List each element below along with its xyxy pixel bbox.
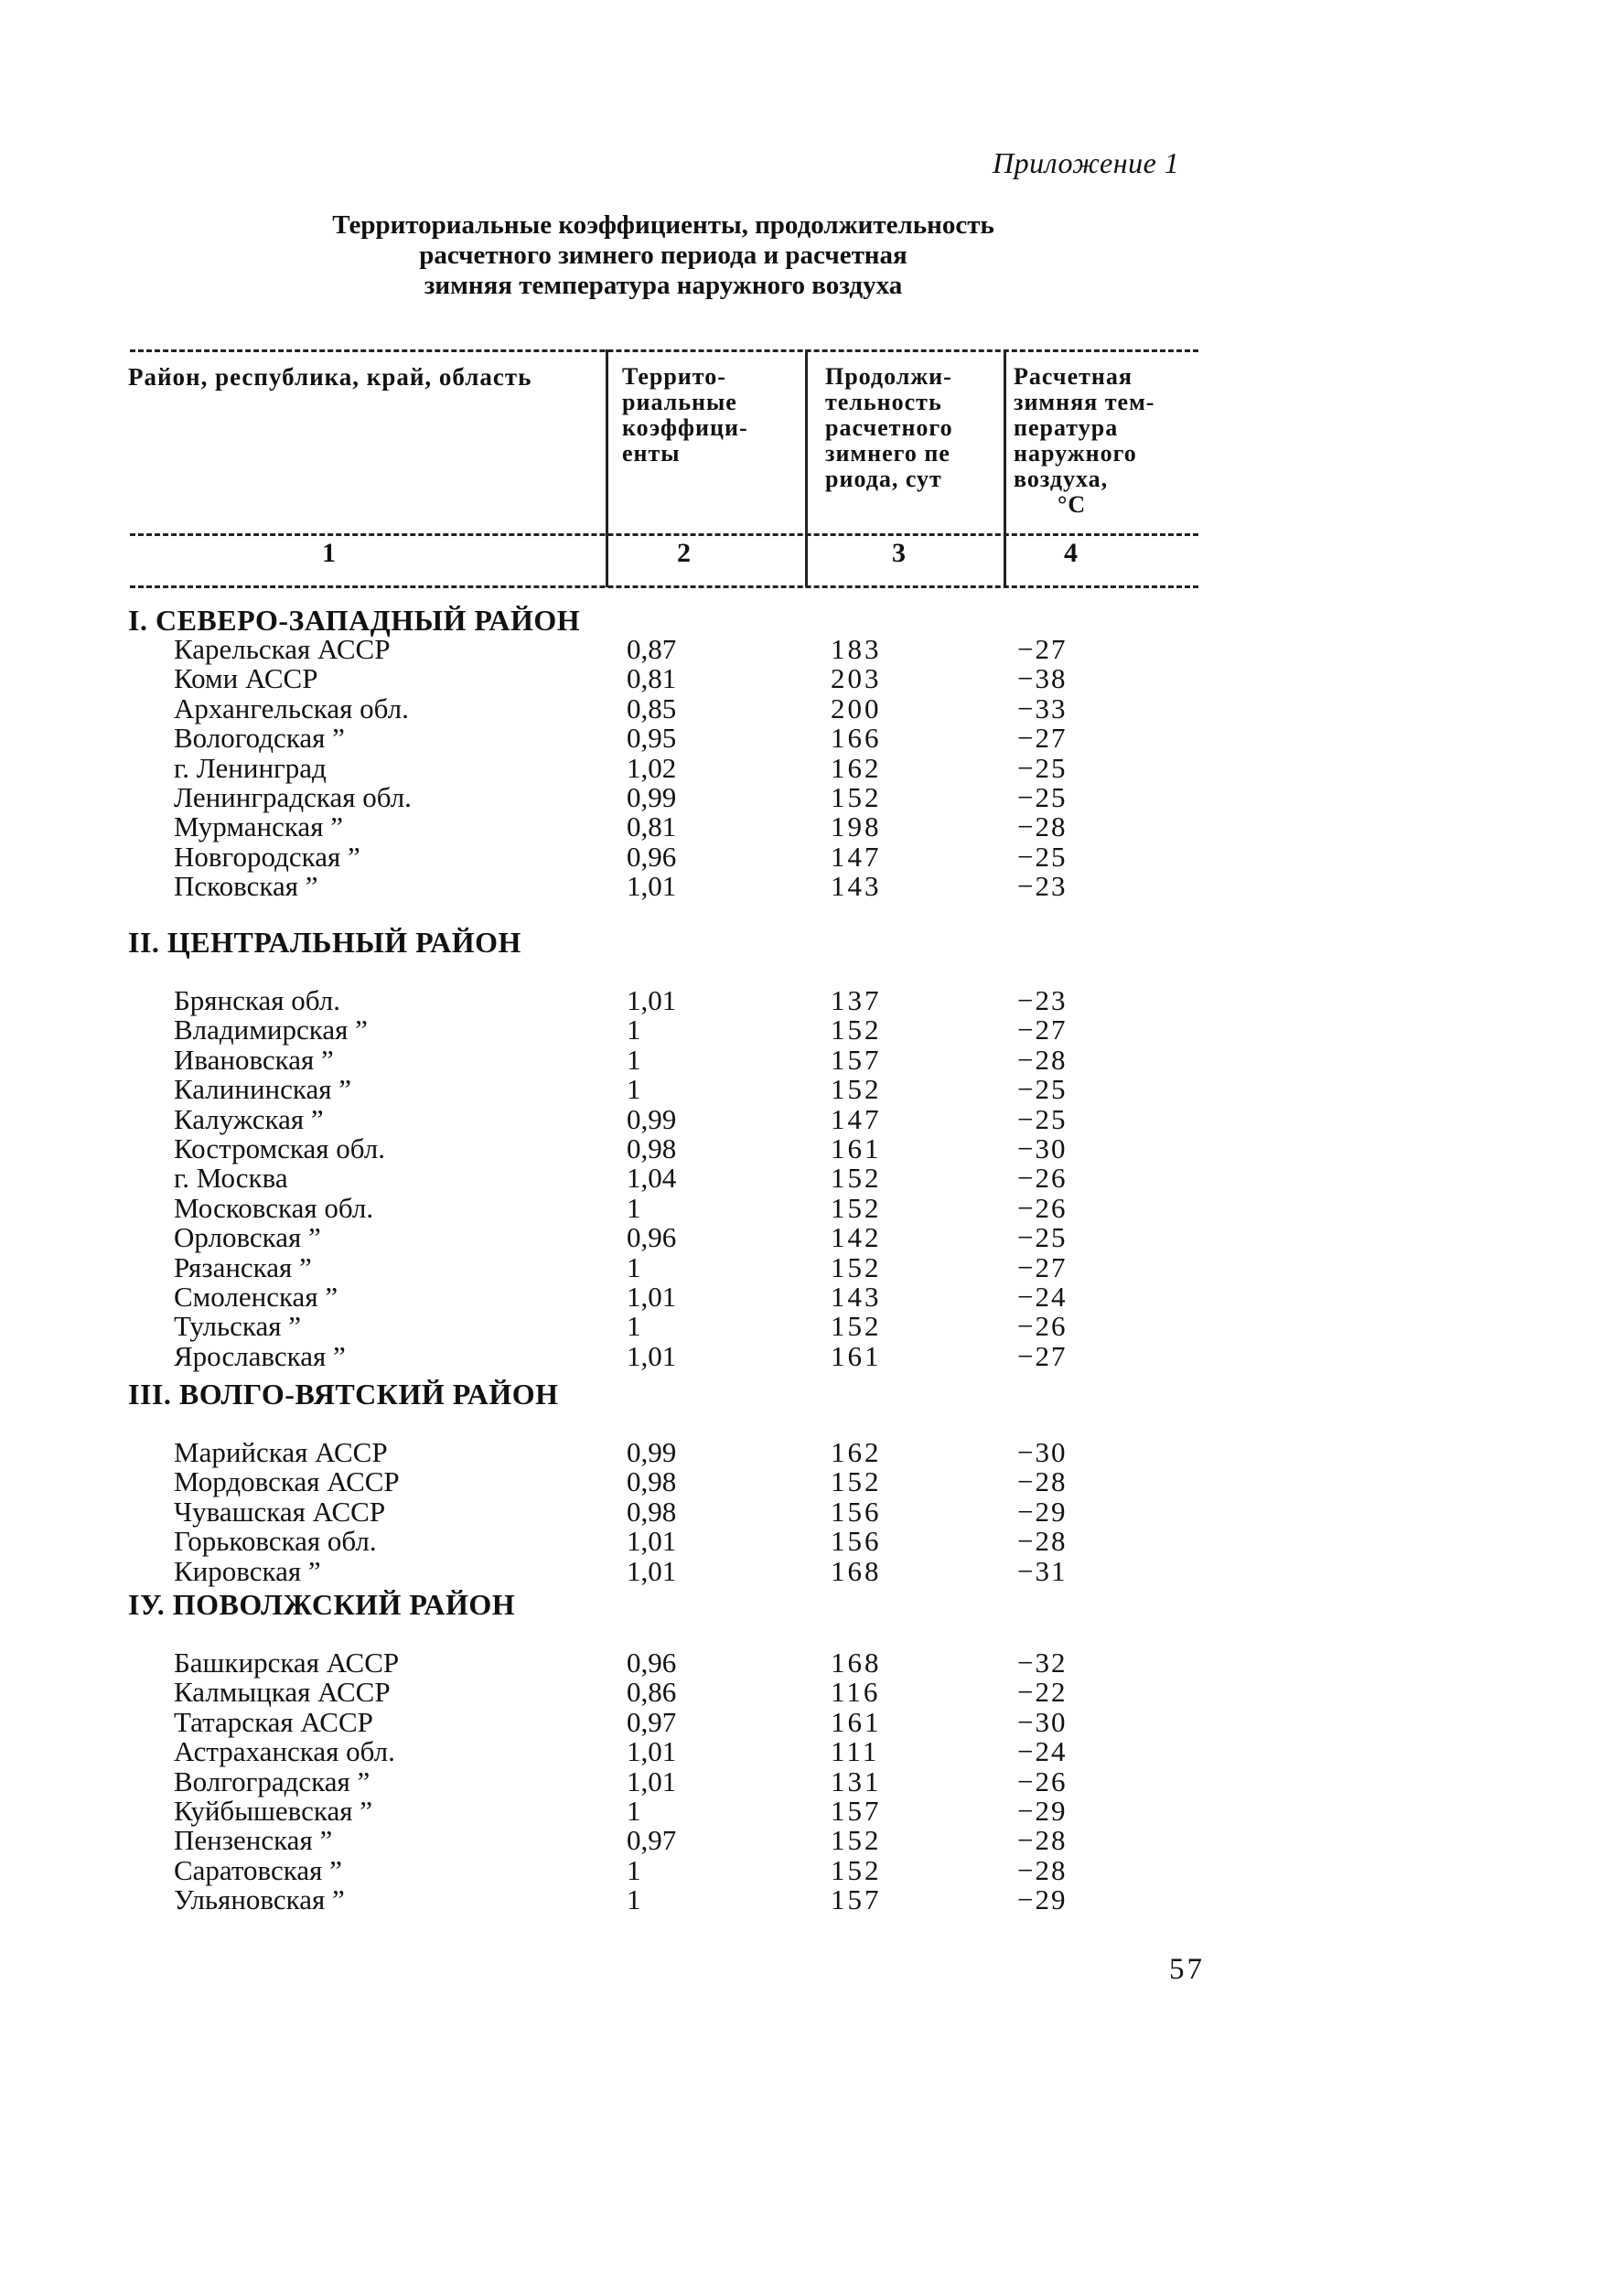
row-name: г. Москва: [174, 1162, 288, 1194]
row-temperature: −27: [1017, 1251, 1068, 1283]
row-temperature: −26: [1017, 1765, 1068, 1797]
table-row: [0, 633, 1600, 665]
row-name: Архангельская обл.: [174, 692, 409, 724]
table-row: [0, 1676, 1600, 1708]
row-duration: 203: [831, 662, 882, 694]
row-coefficient: 1: [627, 1014, 641, 1046]
row-coefficient: 0,87: [627, 633, 677, 665]
row-coefficient: 0,86: [627, 1676, 677, 1708]
table-row: [0, 1251, 1600, 1281]
row-coefficient: 1: [627, 1854, 641, 1886]
row-name: Пензенская ”: [174, 1824, 333, 1856]
row-duration: 157: [831, 1883, 882, 1915]
row-temperature: −26: [1017, 1310, 1068, 1342]
row-temperature: −30: [1017, 1436, 1068, 1468]
row-name: г. Ленинград: [174, 752, 327, 784]
row-temperature: −28: [1017, 1044, 1068, 1076]
row-coefficient: 1,01: [627, 1555, 677, 1587]
row-name: Саратовская ”: [174, 1854, 342, 1886]
row-temperature: −30: [1017, 1706, 1068, 1738]
row-temperature: −28: [1017, 1854, 1068, 1886]
row-duration: 161: [831, 1340, 882, 1372]
row-coefficient: 1: [627, 1883, 641, 1915]
row-temperature: −28: [1017, 1465, 1068, 1497]
row-name: Владимирская ”: [174, 1014, 368, 1046]
row-temperature: −26: [1017, 1162, 1068, 1194]
row-coefficient: 1,01: [627, 1340, 677, 1372]
table-row: [0, 1465, 1600, 1495]
row-temperature: −38: [1017, 662, 1068, 694]
row-coefficient: 0,99: [627, 1103, 677, 1135]
row-temperature: −29: [1017, 1883, 1068, 1915]
row-duration: 147: [831, 841, 882, 873]
row-coefficient: 0,85: [627, 692, 677, 724]
region-heading: III. ВОЛГО-ВЯТСКИЙ РАЙОН: [128, 1378, 559, 1411]
row-name: Марийская АССР: [174, 1436, 388, 1468]
row-duration: 152: [831, 1854, 882, 1886]
table-row: [0, 984, 1600, 1014]
col-number: 1: [322, 538, 336, 568]
table-row: [0, 1496, 1600, 1528]
row-name: Карельская АССР: [174, 633, 391, 665]
page-number: 57: [1169, 1953, 1205, 1986]
row-duration: 142: [831, 1221, 882, 1253]
row-name: Ленинградская обл.: [174, 781, 412, 813]
table-row: [0, 1192, 1600, 1224]
row-coefficient: 0,99: [627, 781, 677, 813]
table-row: [0, 1281, 1600, 1313]
row-temperature: −22: [1017, 1676, 1068, 1708]
row-name: Кировская ”: [174, 1555, 321, 1587]
row-coefficient: 0,81: [627, 662, 677, 694]
row-duration: 183: [831, 633, 882, 665]
title-line: зимняя температура наружного воздуха: [424, 271, 903, 300]
row-temperature: −25: [1017, 781, 1068, 813]
row-temperature: −25: [1017, 752, 1068, 784]
table-row: [0, 1765, 1600, 1795]
row-duration: 156: [831, 1496, 882, 1528]
row-name: Чувашская АССР: [174, 1496, 386, 1528]
row-duration: 166: [831, 722, 882, 754]
table-row: [0, 662, 1600, 692]
row-temperature: −23: [1017, 984, 1068, 1016]
table-row: [0, 1162, 1600, 1194]
table-row: [0, 1340, 1600, 1372]
row-name: Калужская ”: [174, 1103, 324, 1135]
row-temperature: −23: [1017, 870, 1068, 902]
row-duration: 162: [831, 752, 882, 784]
row-duration: 198: [831, 810, 882, 842]
row-name: Башкирская АССР: [174, 1647, 400, 1679]
row-coefficient: 0,98: [627, 1496, 677, 1528]
row-coefficient: 0,99: [627, 1436, 677, 1468]
row-duration: 152: [831, 1162, 882, 1194]
row-coefficient: 0,98: [627, 1132, 677, 1164]
table-row: [0, 752, 1600, 784]
col-number: 4: [1064, 538, 1078, 568]
row-coefficient: 0,81: [627, 810, 677, 842]
row-temperature: −24: [1017, 1281, 1068, 1313]
region-heading: I. СЕВЕРО-ЗАПАДНЫЙ РАЙОН: [128, 604, 581, 637]
row-name: Псковская ”: [174, 870, 318, 902]
table-row: [0, 1014, 1600, 1046]
row-coefficient: 1,01: [627, 1281, 677, 1313]
table-row: [0, 1044, 1600, 1076]
row-name: Новгородская ”: [174, 841, 360, 873]
row-duration: 143: [831, 1281, 882, 1313]
table-row: [0, 722, 1600, 754]
row-coefficient: 1: [627, 1251, 641, 1283]
row-duration: 152: [831, 781, 882, 813]
row-duration: 168: [831, 1555, 882, 1587]
row-duration: 152: [831, 1465, 882, 1497]
row-coefficient: 1: [627, 1310, 641, 1342]
table-row: [0, 1647, 1600, 1679]
row-coefficient: 1,01: [627, 1735, 677, 1767]
row-temperature: −28: [1017, 1525, 1068, 1557]
row-coefficient: 1: [627, 1192, 641, 1224]
title-line: Территориальные коэффициенты, продолжительность: [332, 210, 994, 240]
row-coefficient: 1: [627, 1044, 641, 1076]
row-temperature: −27: [1017, 633, 1068, 665]
row-name: Тульская ”: [174, 1310, 302, 1342]
row-temperature: −25: [1017, 1103, 1068, 1135]
row-name: Ульяновская ”: [174, 1883, 345, 1915]
row-duration: 152: [831, 1192, 882, 1224]
row-coefficient: 0,97: [627, 1824, 677, 1856]
region-heading: IУ. ПОВОЛЖСКИЙ РАЙОН: [128, 1588, 516, 1621]
row-coefficient: 1: [627, 1795, 641, 1827]
row-coefficient: 0,96: [627, 1221, 677, 1253]
table-row: [0, 1854, 1600, 1886]
row-coefficient: 0,98: [627, 1465, 677, 1497]
title-line: расчетного зимнего периода и расчетная: [419, 241, 907, 270]
row-duration: 200: [831, 692, 882, 724]
table-row: [0, 1883, 1600, 1913]
row-temperature: −32: [1017, 1647, 1068, 1679]
row-temperature: −28: [1017, 1824, 1068, 1856]
row-duration: 152: [831, 1073, 882, 1105]
row-name: Татарская АССР: [174, 1706, 373, 1738]
appendix-label: Приложение 1: [993, 146, 1180, 179]
row-duration: 152: [831, 1310, 882, 1342]
col-number: 2: [677, 538, 691, 568]
row-name: Орловская ”: [174, 1221, 321, 1253]
row-temperature: −28: [1017, 810, 1068, 842]
row-duration: 147: [831, 1103, 882, 1135]
row-coefficient: 0,97: [627, 1706, 677, 1738]
table-row: [0, 1436, 1600, 1468]
row-temperature: −29: [1017, 1496, 1068, 1528]
row-coefficient: 0,96: [627, 1647, 677, 1679]
row-coefficient: 1: [627, 1073, 641, 1105]
row-temperature: −24: [1017, 1735, 1068, 1767]
row-name: Куйбышевская ”: [174, 1795, 372, 1827]
row-name: Калининская ”: [174, 1073, 352, 1105]
row-duration: 111: [831, 1735, 880, 1767]
row-name: Коми АССР: [174, 662, 318, 694]
table-row: [0, 781, 1600, 813]
col-number: 3: [892, 538, 906, 568]
row-name: Мордовская АССР: [174, 1465, 400, 1497]
row-coefficient: 1,01: [627, 1525, 677, 1557]
table-row: [0, 810, 1600, 840]
row-duration: 152: [831, 1251, 882, 1283]
table-row: [0, 1132, 1600, 1162]
row-name: Брянская обл.: [174, 984, 340, 1016]
row-coefficient: 1,01: [627, 870, 677, 902]
row-duration: 157: [831, 1044, 882, 1076]
row-duration: 162: [831, 1436, 882, 1468]
table-row: [0, 1103, 1600, 1135]
table-row: [0, 1735, 1600, 1765]
row-name: Смоленская ”: [174, 1281, 338, 1313]
row-coefficient: 0,95: [627, 722, 677, 754]
table-row: [0, 1706, 1600, 1738]
row-temperature: −25: [1017, 1221, 1068, 1253]
row-name: Астраханская обл.: [174, 1735, 395, 1767]
row-duration: 152: [831, 1014, 882, 1046]
row-name: Вологодская ”: [174, 722, 345, 754]
row-temperature: −30: [1017, 1132, 1068, 1164]
row-coefficient: 1,01: [627, 1765, 677, 1797]
table-row: [0, 870, 1600, 902]
table-row: [0, 1525, 1600, 1557]
row-coefficient: 1,02: [627, 752, 677, 784]
row-name: Рязанская ”: [174, 1251, 312, 1283]
row-name: Ивановская ”: [174, 1044, 334, 1076]
row-temperature: −26: [1017, 1192, 1068, 1224]
row-duration: 143: [831, 870, 882, 902]
row-duration: 137: [831, 984, 882, 1016]
row-temperature: −31: [1017, 1555, 1068, 1587]
row-temperature: −29: [1017, 1795, 1068, 1827]
row-temperature: −25: [1017, 841, 1068, 873]
row-duration: 156: [831, 1525, 882, 1557]
row-name: Мурманская ”: [174, 810, 343, 842]
row-duration: 161: [831, 1706, 882, 1738]
row-duration: 161: [831, 1132, 882, 1164]
row-duration: 157: [831, 1795, 882, 1827]
table-row: [0, 1073, 1600, 1105]
col-header-temperature: Расчетная зимняя тем- пература наружного воздуха, °С: [1014, 363, 1155, 518]
row-temperature: −33: [1017, 692, 1068, 724]
row-temperature: −27: [1017, 722, 1068, 754]
row-name: Калмыцкая АССР: [174, 1676, 391, 1708]
table-row: [0, 1795, 1600, 1827]
table-row: [0, 841, 1600, 873]
row-coefficient: 1,04: [627, 1162, 677, 1194]
row-coefficient: 0,96: [627, 841, 677, 873]
col-header-region: Район, республика, край, область: [128, 363, 532, 391]
table-row: [0, 1221, 1600, 1253]
row-duration: 116: [831, 1676, 881, 1708]
row-name: Костромская обл.: [174, 1132, 385, 1164]
region-heading: II. ЦЕНТРАЛЬНЫЙ РАЙОН: [128, 926, 521, 959]
row-name: Горьковская обл.: [174, 1525, 377, 1557]
row-name: Московская обл.: [174, 1192, 374, 1224]
row-temperature: −25: [1017, 1073, 1068, 1105]
table-row: [0, 1310, 1600, 1342]
row-duration: 168: [831, 1647, 882, 1679]
row-name: Волгоградская ”: [174, 1765, 370, 1797]
row-name: Ярославская ”: [174, 1340, 346, 1372]
row-duration: 152: [831, 1824, 882, 1856]
table-row: [0, 692, 1600, 722]
row-duration: 131: [831, 1765, 882, 1797]
col-header-coefficient: Террито- риальные коэффици- енты: [622, 363, 748, 467]
row-temperature: −27: [1017, 1014, 1068, 1046]
row-coefficient: 1,01: [627, 984, 677, 1016]
row-temperature: −27: [1017, 1340, 1068, 1372]
table-row: [0, 1555, 1600, 1587]
table-row: [0, 1824, 1600, 1856]
col-header-duration: Продолжи- тельность расчетного зимнего пе риода, сут: [825, 363, 953, 492]
